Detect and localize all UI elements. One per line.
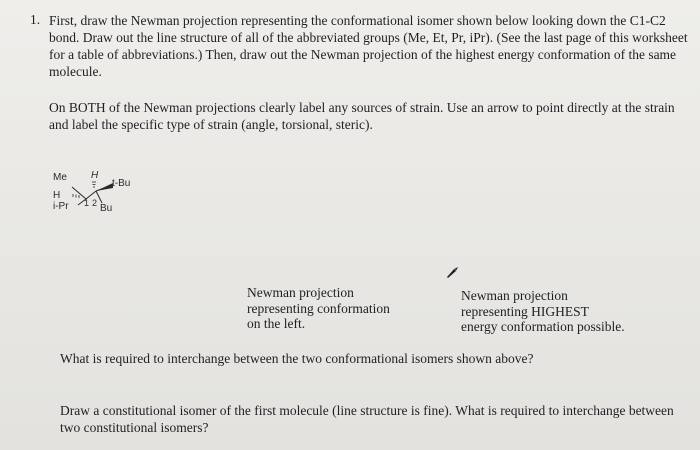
label-h-left: H <box>53 190 61 201</box>
label-c1: 1 <box>84 198 90 208</box>
caption-right-newman <box>461 288 661 335</box>
question-3: Draw a constitutional isomer of the first molecule (line structure is fine). What is required to interchange between two constitutional isomers? <box>60 403 674 435</box>
label-c2: 2 <box>92 198 98 208</box>
caption-right-line-3: energy conformation possible. <box>461 319 625 334</box>
wedge-bond <box>96 183 113 191</box>
label-i-pr: i-Pr <box>53 201 69 212</box>
hashed-bond-h-left <box>73 194 79 198</box>
caption-right-line-1: Newman projection <box>461 288 568 303</box>
caption-right-line-2: representing HIGHEST <box>461 303 589 319</box>
molecule-structure-drawing <box>50 165 150 220</box>
question-number: 1. <box>30 12 41 27</box>
label-h-top: H <box>91 170 99 181</box>
caption-left-line-3: on the left. <box>247 316 306 331</box>
question-2: What is required to interchange between the two conformational isomers shown above? <box>60 351 534 366</box>
caption-left-line-1: Newman projection <box>247 285 354 300</box>
label-bu: Bu <box>100 203 113 214</box>
cursor-arrow-icon <box>445 265 459 279</box>
caption-left-line-2: representing conformation <box>247 300 390 316</box>
label-me: Me <box>53 172 67 183</box>
caption-left-newman <box>247 285 427 332</box>
instructions-paragraph-1: First, draw the Newman projection representing the conformational isomer shown below looking down the C1-C2 bond. Draw out the line structure of all of the abbreviated groups (Me, Et, Pr, iPr). (See the last page of this worksheet for a table of abbreviations.) Then, draw out the Newman projection of the highest energy conformation of the same molecule. <box>49 13 688 79</box>
label-t-bu: t-Bu <box>112 178 131 189</box>
hashed-bond-h-top <box>92 182 96 187</box>
instructions-paragraph-2: On BOTH of the Newman projections clearly label any sources of strain. Use an arrow to point directly at the strain and label the specific type of strain (angle, torsional, steric). <box>49 100 675 132</box>
